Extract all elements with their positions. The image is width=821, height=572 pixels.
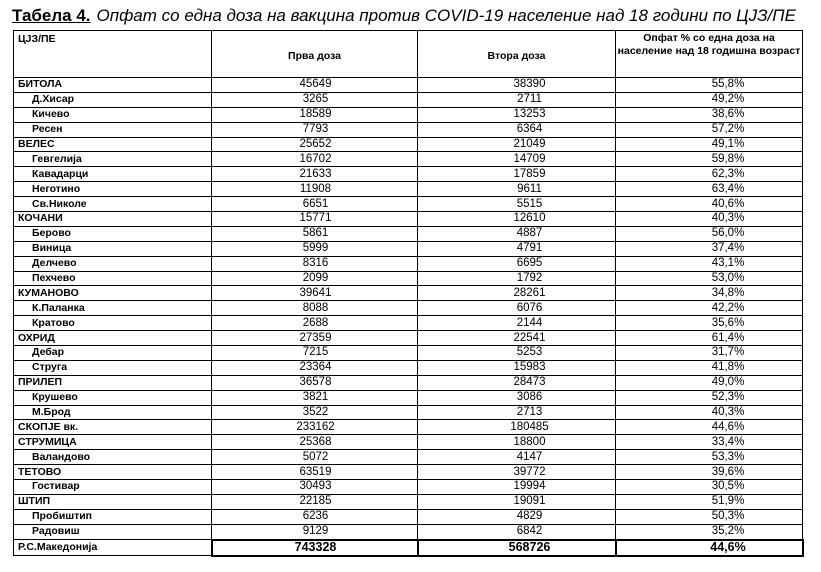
table-row	[14, 92, 803, 107]
table-row	[14, 346, 803, 361]
row-name: ОХРИД	[14, 331, 212, 346]
row-first-dose: 7215	[212, 346, 418, 361]
row-second-dose: 21049	[418, 137, 616, 152]
row-coverage: 61,4%	[616, 331, 803, 346]
row-coverage: 59,8%	[616, 152, 803, 167]
row-second-dose: 6695	[418, 256, 616, 271]
row-first-dose: 30493	[212, 480, 418, 495]
row-first-dose: 3522	[212, 405, 418, 420]
row-name: К.Паланка	[14, 301, 212, 316]
row-second-dose: 18800	[418, 435, 616, 450]
row-name: ШТИП	[14, 494, 212, 509]
header-first-dose: Прва доза	[212, 31, 418, 78]
table-row	[14, 286, 803, 301]
row-coverage: 38,6%	[616, 107, 803, 122]
row-second-dose: 4791	[418, 241, 616, 256]
row-first-dose: 21633	[212, 167, 418, 182]
row-coverage: 53,3%	[616, 450, 803, 465]
table-row	[14, 167, 803, 182]
row-second-dose: 12610	[418, 212, 616, 227]
table-row	[14, 509, 803, 524]
vaccination-table	[13, 30, 804, 557]
row-second-dose: 1792	[418, 271, 616, 286]
row-second-dose: 180485	[418, 420, 616, 435]
table-row	[14, 197, 803, 212]
row-second-dose: 5253	[418, 346, 616, 361]
table-body	[14, 78, 803, 556]
row-coverage: 37,4%	[616, 241, 803, 256]
row-second-dose: 15983	[418, 360, 616, 375]
row-first-dose: 6651	[212, 197, 418, 212]
row-first-dose: 25368	[212, 435, 418, 450]
row-second-dose: 4887	[418, 226, 616, 241]
row-name: Радовиш	[14, 524, 212, 539]
table-caption	[12, 4, 796, 28]
row-name: Струга	[14, 360, 212, 375]
table-row	[14, 301, 803, 316]
row-second-dose: 3086	[418, 390, 616, 405]
row-coverage: 50,3%	[616, 509, 803, 524]
row-first-dose: 27359	[212, 331, 418, 346]
row-coverage: 63,4%	[616, 182, 803, 197]
row-first-dose: 36578	[212, 375, 418, 390]
row-coverage: 35,2%	[616, 524, 803, 539]
row-second-dose: 5515	[418, 197, 616, 212]
row-coverage: 57,2%	[616, 122, 803, 137]
row-first-dose: 15771	[212, 212, 418, 227]
table-row	[14, 78, 803, 93]
row-name: Гевгелија	[14, 152, 212, 167]
row-second-dose: 28261	[418, 286, 616, 301]
row-coverage: 51,9%	[616, 494, 803, 509]
row-name: Виница	[14, 241, 212, 256]
table-label: Табела 4.	[12, 6, 91, 25]
row-first-dose: 3821	[212, 390, 418, 405]
row-second-dose: 2713	[418, 405, 616, 420]
total-second-dose: 568726	[418, 540, 616, 556]
row-name: Ресен	[14, 122, 212, 137]
row-name: Кичево	[14, 107, 212, 122]
row-coverage: 52,3%	[616, 390, 803, 405]
row-first-dose: 6236	[212, 509, 418, 524]
row-coverage: 31,7%	[616, 346, 803, 361]
row-coverage: 49,2%	[616, 92, 803, 107]
table-row	[14, 480, 803, 495]
row-name: Валандово	[14, 450, 212, 465]
row-second-dose: 22541	[418, 331, 616, 346]
row-name: Гостивар	[14, 480, 212, 495]
table-row	[14, 152, 803, 167]
row-name: ПРИЛЕП	[14, 375, 212, 390]
row-name: М.Брод	[14, 405, 212, 420]
table-row	[14, 360, 803, 375]
table-row	[14, 450, 803, 465]
row-second-dose: 4147	[418, 450, 616, 465]
row-second-dose: 2144	[418, 316, 616, 331]
row-name: Неготино	[14, 182, 212, 197]
row-coverage: 41,8%	[616, 360, 803, 375]
table-row	[14, 226, 803, 241]
row-first-dose: 16702	[212, 152, 418, 167]
table-row	[14, 271, 803, 286]
row-coverage: 42,2%	[616, 301, 803, 316]
header-coverage: Опфат % со една доза на население над 18 годишна возраст	[616, 31, 803, 78]
row-first-dose: 25652	[212, 137, 418, 152]
table-row	[14, 331, 803, 346]
row-name: Дебар	[14, 346, 212, 361]
row-first-dose: 3265	[212, 92, 418, 107]
row-coverage: 53,0%	[616, 271, 803, 286]
row-first-dose: 2688	[212, 316, 418, 331]
row-first-dose: 7793	[212, 122, 418, 137]
row-coverage: 62,3%	[616, 167, 803, 182]
row-second-dose: 38390	[418, 78, 616, 93]
header-second-dose: Втора доза	[418, 31, 616, 78]
row-coverage: 56,0%	[616, 226, 803, 241]
row-second-dose: 17859	[418, 167, 616, 182]
row-second-dose: 6364	[418, 122, 616, 137]
table-row	[14, 122, 803, 137]
table-row	[14, 256, 803, 271]
table-row	[14, 494, 803, 509]
row-name: Кратово	[14, 316, 212, 331]
row-first-dose: 5861	[212, 226, 418, 241]
row-name: Крушево	[14, 390, 212, 405]
row-second-dose: 19994	[418, 480, 616, 495]
row-second-dose: 6076	[418, 301, 616, 316]
row-coverage: 40,3%	[616, 212, 803, 227]
row-second-dose: 6842	[418, 524, 616, 539]
table-row	[14, 107, 803, 122]
table-row	[14, 465, 803, 480]
row-second-dose: 4829	[418, 509, 616, 524]
row-first-dose: 45649	[212, 78, 418, 93]
row-coverage: 40,3%	[616, 405, 803, 420]
row-coverage: 40,6%	[616, 197, 803, 212]
row-first-dose: 9129	[212, 524, 418, 539]
table-row	[14, 435, 803, 450]
table-row	[14, 375, 803, 390]
table-row	[14, 212, 803, 227]
row-second-dose: 9611	[418, 182, 616, 197]
row-first-dose: 18589	[212, 107, 418, 122]
row-name: Берово	[14, 226, 212, 241]
row-first-dose: 22185	[212, 494, 418, 509]
row-second-dose: 28473	[418, 375, 616, 390]
row-coverage: 43,1%	[616, 256, 803, 271]
row-second-dose: 13253	[418, 107, 616, 122]
row-second-dose: 14709	[418, 152, 616, 167]
row-name: Делчево	[14, 256, 212, 271]
table-row	[14, 316, 803, 331]
row-first-dose: 8316	[212, 256, 418, 271]
header-institution: ЦЈЗ/ПЕ	[14, 31, 212, 78]
row-name: Св.Николе	[14, 197, 212, 212]
row-name: Д.Хисар	[14, 92, 212, 107]
row-name: Пробиштип	[14, 509, 212, 524]
table-row	[14, 390, 803, 405]
row-first-dose: 8088	[212, 301, 418, 316]
total-first-dose: 743328	[212, 540, 418, 556]
table-row	[14, 241, 803, 256]
row-coverage: 39,6%	[616, 465, 803, 480]
row-coverage: 49,0%	[616, 375, 803, 390]
row-second-dose: 2711	[418, 92, 616, 107]
row-first-dose: 5072	[212, 450, 418, 465]
row-first-dose: 5999	[212, 241, 418, 256]
row-name: КОЧАНИ	[14, 212, 212, 227]
row-name: КУМАНОВО	[14, 286, 212, 301]
table-row	[14, 405, 803, 420]
table-row	[14, 182, 803, 197]
row-name: СТРУМИЦА	[14, 435, 212, 450]
row-first-dose: 63519	[212, 465, 418, 480]
row-second-dose: 39772	[418, 465, 616, 480]
row-first-dose: 11908	[212, 182, 418, 197]
row-name: Кавадарци	[14, 167, 212, 182]
table-row	[14, 524, 803, 539]
row-coverage: 33,4%	[616, 435, 803, 450]
row-first-dose: 23364	[212, 360, 418, 375]
row-coverage: 55,8%	[616, 78, 803, 93]
row-coverage: 30,5%	[616, 480, 803, 495]
total-name: Р.С.Македонија	[14, 540, 212, 556]
row-coverage: 44,6%	[616, 420, 803, 435]
table-title: Опфат со една доза на вакцина против COVID-19 население над 18 години по ЦЈЗ/ПЕ	[96, 6, 796, 25]
row-first-dose: 39641	[212, 286, 418, 301]
row-first-dose: 2099	[212, 271, 418, 286]
table-row	[14, 137, 803, 152]
row-second-dose: 19091	[418, 494, 616, 509]
table-row	[14, 420, 803, 435]
row-first-dose: 233162	[212, 420, 418, 435]
row-name: БИТОЛА	[14, 78, 212, 93]
row-coverage: 35,6%	[616, 316, 803, 331]
row-coverage: 49,1%	[616, 137, 803, 152]
row-name: СКОПЈЕ вк.	[14, 420, 212, 435]
row-name: ТЕТОВО	[14, 465, 212, 480]
row-name: Пехчево	[14, 271, 212, 286]
total-coverage: 44,6%	[616, 540, 803, 556]
row-name: ВЕЛЕС	[14, 137, 212, 152]
row-coverage: 34,8%	[616, 286, 803, 301]
header-row	[14, 31, 803, 78]
total-row	[14, 540, 803, 556]
